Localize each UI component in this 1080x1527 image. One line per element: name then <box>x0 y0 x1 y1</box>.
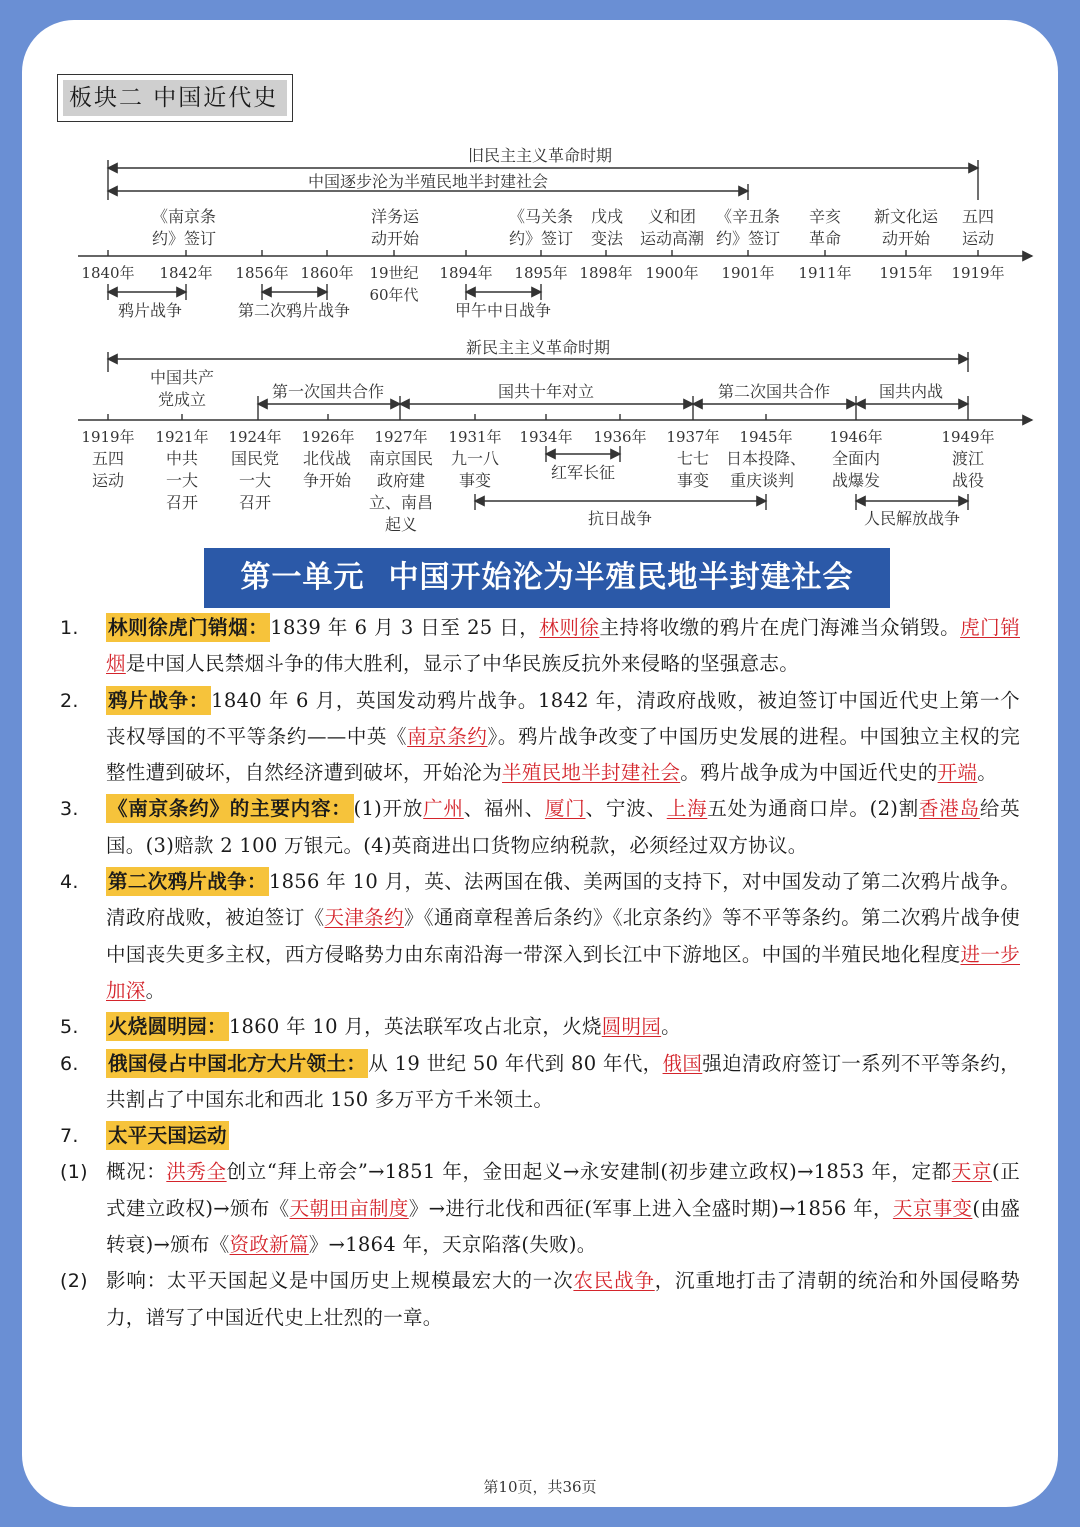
item-text: 1860 年 10 月，英法联军攻占北京，火烧 <box>228 1015 602 1039</box>
tl1-event: 洋务运 <box>370 207 420 226</box>
list-item <box>60 864 1020 1009</box>
item-text: 概况： <box>106 1160 167 1184</box>
list-item <box>60 1118 1020 1154</box>
item-text: 1840 年 6 月，英国发动鸦片战争。1842 年，清政府战败，被迫签订中国近代史上第一个丧权辱国的不平等条约——中英《 <box>106 688 1020 748</box>
tl1-year: 1895年 <box>514 264 568 282</box>
tl2-event: 国民党 <box>230 449 280 468</box>
tl1-year: 19世纪 <box>369 264 419 282</box>
tl1-event: 《南京条 <box>151 207 217 226</box>
item-text: 。 <box>977 761 998 785</box>
item-text: ，沉重地打击了清朝的统治和外国侵略势力，谱写了中国近代史上壮烈的一章。 <box>106 1269 1020 1329</box>
key-term: 南京条约 <box>407 724 488 748</box>
tl2-year: 1921年 <box>155 428 209 446</box>
item-text: 。 <box>661 1015 681 1039</box>
item-text: 五处为通商口岸。(2)割 <box>707 797 919 821</box>
tl2-event: 事变 <box>458 471 492 490</box>
key-term: 天朝田亩制度 <box>289 1196 409 1220</box>
item-number: 6. <box>60 1052 79 1075</box>
key-term: 资政新篇 <box>229 1233 309 1257</box>
tl2-period: 国共内战 <box>878 382 944 401</box>
item-text: 》→进行北伐和西征(军事上进入全盛时期)→1856 年， <box>408 1196 893 1220</box>
tl2-year: 1949年 <box>941 428 995 446</box>
tl2-period: 第一次国共合作 <box>271 382 385 401</box>
unit-title-number: 第一单元 <box>240 560 365 595</box>
tl1-event: 动开始 <box>881 229 931 248</box>
key-term: 开端 <box>937 761 978 785</box>
tl1-event: 运动 <box>961 229 995 248</box>
tl1-year: 1911年 <box>798 264 852 282</box>
tl2-event: 战爆发 <box>831 471 881 490</box>
tl1-event: 运动高潮 <box>639 229 705 248</box>
tl2-event: 七七 <box>676 449 710 468</box>
tl2-event: 红军长征 <box>550 463 616 482</box>
tl2-event: 政府建 <box>376 471 426 490</box>
tl1-event: 约》签订 <box>508 229 574 248</box>
tl2-event: 南京国民 <box>368 449 434 468</box>
key-term: 天津条约 <box>324 906 404 930</box>
content-list <box>60 610 1020 1336</box>
tl2-event: 渡江 <box>951 449 985 468</box>
tl1-event: 约》签订 <box>151 229 217 248</box>
item-number: (2) <box>60 1270 88 1293</box>
item-text: 、宁波、 <box>585 797 667 821</box>
tl1-year: 1856年 <box>235 264 289 282</box>
tl1-span-below: 甲午中日战争 <box>454 301 552 320</box>
key-term: 林则徐 <box>539 616 600 639</box>
tl2-year: 1931年 <box>448 428 502 446</box>
item-number: 5. <box>60 1016 79 1039</box>
key-term: 半殖民地半封建社会 <box>502 761 681 785</box>
tl2-event: 一大 <box>165 471 199 490</box>
tl2-year: 1937年 <box>666 428 720 446</box>
key-term: 天京 <box>951 1160 992 1184</box>
tl2-event: 立、南昌 <box>368 493 434 512</box>
tl2-year: 1924年 <box>228 428 282 446</box>
list-item <box>60 610 1020 683</box>
key-term: 进一步加深 <box>106 942 1020 1002</box>
unit-title <box>204 548 890 608</box>
tl1-event: 新文化运 <box>873 207 939 226</box>
tl1-year: 1860年 <box>300 264 354 282</box>
item-text: 》→1864 年，天京陷落(失败)。 <box>308 1233 597 1257</box>
tl1-span-old: 旧民主主义革命时期 <box>467 146 613 165</box>
tl2-event: 重庆谈判 <box>729 471 795 490</box>
item-heading: 俄国侵占中国北方大片领土： <box>106 1049 368 1078</box>
tl1-event: 辛亥 <box>808 207 842 226</box>
item-heading: 火烧圆明园： <box>106 1012 229 1041</box>
item-number: 4. <box>60 871 79 894</box>
section-tag-label: 板块二 中国近代史 <box>63 80 287 116</box>
timeline <box>0 0 1080 540</box>
tl2-year: 1934年 <box>519 428 573 446</box>
list-item <box>60 1046 1020 1119</box>
tl2-event: 争开始 <box>302 471 352 490</box>
item-text: 》。鸦片战争改变了中国历史发展的进程。中国独立主权的完整性遭到破坏，自然经济遭到破坏，开始沦为 <box>106 724 1021 785</box>
tl1-event: 义和团 <box>647 207 697 226</box>
item-number: 2. <box>60 689 79 712</box>
item-text: (由盛转衰)→颁布《 <box>106 1196 1021 1257</box>
item-text: 》《通商章程善后条约》《北京条约》等不平等条约。第二次鸦片战争使中国丧失更多主权，西方侵略势力由东南沿海一带深入到长江中下游地区。中国的半殖民地化程度 <box>106 906 1020 966</box>
key-term: 农民战争 <box>573 1269 655 1293</box>
tl2-event: 全面内 <box>831 449 881 468</box>
key-term: 上海 <box>666 797 708 821</box>
tl2-year: 1919年 <box>81 428 135 446</box>
tl2-year: 1936年 <box>593 428 647 446</box>
tl2-event: 起义 <box>384 515 418 534</box>
tl2-year: 1946年 <box>829 428 883 446</box>
item-number: 1. <box>60 617 79 639</box>
item-text: 强迫清政府签订一系列不平等条约，共割占了中国东北和西北 150 多万平方千米领土。 <box>106 1051 1020 1111</box>
list-item <box>60 791 1020 864</box>
tl1-year: 1894年 <box>439 264 493 282</box>
tl1-event: 五四 <box>961 207 995 226</box>
tl1-year: 1901年 <box>721 264 775 282</box>
tl1-year: 1900年 <box>645 264 699 282</box>
tl2-period: 党成立 <box>157 390 207 409</box>
tl1-span-semi: 中国逐步沦为半殖民地半封建社会 <box>307 172 549 191</box>
key-term: 香港岛 <box>918 797 980 821</box>
tl2-year: 1945年 <box>739 428 793 446</box>
tl1-year: 1898年 <box>579 264 633 282</box>
item-text: (1)开放 <box>353 797 424 821</box>
tl2-event: 中共 <box>165 449 199 468</box>
item-heading: 第二次鸦片战争： <box>106 867 269 896</box>
tl2-event: 召开 <box>165 493 199 512</box>
tl1-event: 《辛丑条 <box>715 207 781 226</box>
tl2-event: 运动 <box>91 471 125 490</box>
tl2-event: 战役 <box>951 471 985 490</box>
tl1-event: 革命 <box>808 229 842 248</box>
item-text: 创立“拜上帝会”→1851 年，金田起义→永安建制(初步建立政权)→1853 年，定都 <box>226 1160 952 1184</box>
tl2-span-below: 抗日战争 <box>587 509 653 528</box>
item-text: 是中国人民禁烟斗争的伟大胜利，显示了中华民族反抗外来侵略的坚强意志。 <box>125 652 800 676</box>
tl2-period: 国共十年对立 <box>497 382 595 401</box>
item-heading: 太平天国运动 <box>106 1121 229 1150</box>
tl1-span-below: 鸦片战争 <box>117 301 183 320</box>
item-text: (正式建立政权)→颁布《 <box>106 1160 1020 1220</box>
item-text: 。鸦片战争成为中国近代史的 <box>680 761 938 785</box>
tl2-span-below: 人民解放战争 <box>863 509 961 528</box>
tl1-year: 1919年 <box>951 264 1005 282</box>
list-item <box>60 1154 1020 1263</box>
tl2-event: 一大 <box>238 471 272 490</box>
key-term: 洪秀全 <box>166 1160 227 1184</box>
item-heading: 《南京条约》的主要内容： <box>106 794 354 823</box>
key-term: 俄国 <box>662 1051 703 1075</box>
tl2-year: 1926年 <box>301 428 355 446</box>
item-text: 从 19 世纪 50 年代到 80 年代， <box>368 1051 663 1075</box>
item-heading: 林则徐虎门销烟： <box>106 613 270 642</box>
tl1-event: 《马关条 <box>508 207 574 226</box>
tl1-event: 动开始 <box>370 229 420 248</box>
item-text: 给英国。(3)赔款 2 100 万银元。(4)英商进出口货物应纳税款，必须经过双方协议。 <box>106 797 1020 857</box>
tl1-span-below: 第二次鸦片战争 <box>237 301 351 320</box>
item-text: 影响：太平天国起义是中国历史上规模最宏大的一次 <box>106 1269 574 1293</box>
tl1-event: 戊戌 <box>590 207 624 226</box>
tl2-event: 事变 <box>676 471 710 490</box>
tl1-event: 约》签订 <box>715 229 781 248</box>
tl2-period: 第二次国共合作 <box>717 382 831 401</box>
item-text: 1856 年 10 月，英、法两国在俄、美两国的支持下，对中国发动了第二次鸦片战争。清政府战败，被迫签订《 <box>106 870 1020 930</box>
item-text: 、福州、 <box>463 797 545 821</box>
tl1-event: 变法 <box>590 229 624 248</box>
list-item <box>60 683 1020 792</box>
item-text: 。 <box>145 978 166 1002</box>
tl2-span-new: 新民主主义革命时期 <box>465 338 611 357</box>
tl1-year: 1842年 <box>159 264 213 282</box>
item-number: 3. <box>60 798 79 821</box>
key-term: 虎门销烟 <box>106 616 1020 676</box>
item-number: 7. <box>60 1125 79 1148</box>
tl2-event: 北伐战 <box>302 449 352 468</box>
tl1-year: 1915年 <box>879 264 933 282</box>
tl2-event: 五四 <box>91 449 125 468</box>
item-heading: 鸦片战争： <box>106 686 211 715</box>
tl2-event: 九一八 <box>450 449 500 468</box>
item-number: (1) <box>60 1161 88 1184</box>
page-footer: 第10页，共36页 <box>483 1478 597 1496</box>
key-term: 广州 <box>423 797 464 821</box>
key-term: 天京事变 <box>892 1196 973 1220</box>
item-text: 1839 年 6 月 3 日至 25 日， <box>270 616 540 639</box>
tl2-year: 1927年 <box>374 428 428 446</box>
tl2-period: 中国共产 <box>149 368 215 387</box>
tl2-event: 召开 <box>238 493 272 512</box>
tl1-year: 60年代 <box>369 286 419 304</box>
key-term: 厦门 <box>544 797 586 821</box>
tl1-year: 1840年 <box>81 264 135 282</box>
unit-title-name: 中国开始沦为半殖民地半封建社会 <box>388 560 854 595</box>
list-item <box>60 1263 1020 1336</box>
item-text: 主持将收缴的鸦片在虎门海滩当众销毁。 <box>599 616 961 639</box>
list-item <box>60 1009 1020 1045</box>
tl2-event: 日本投降、 <box>725 449 807 468</box>
key-term: 圆明园 <box>601 1015 662 1039</box>
